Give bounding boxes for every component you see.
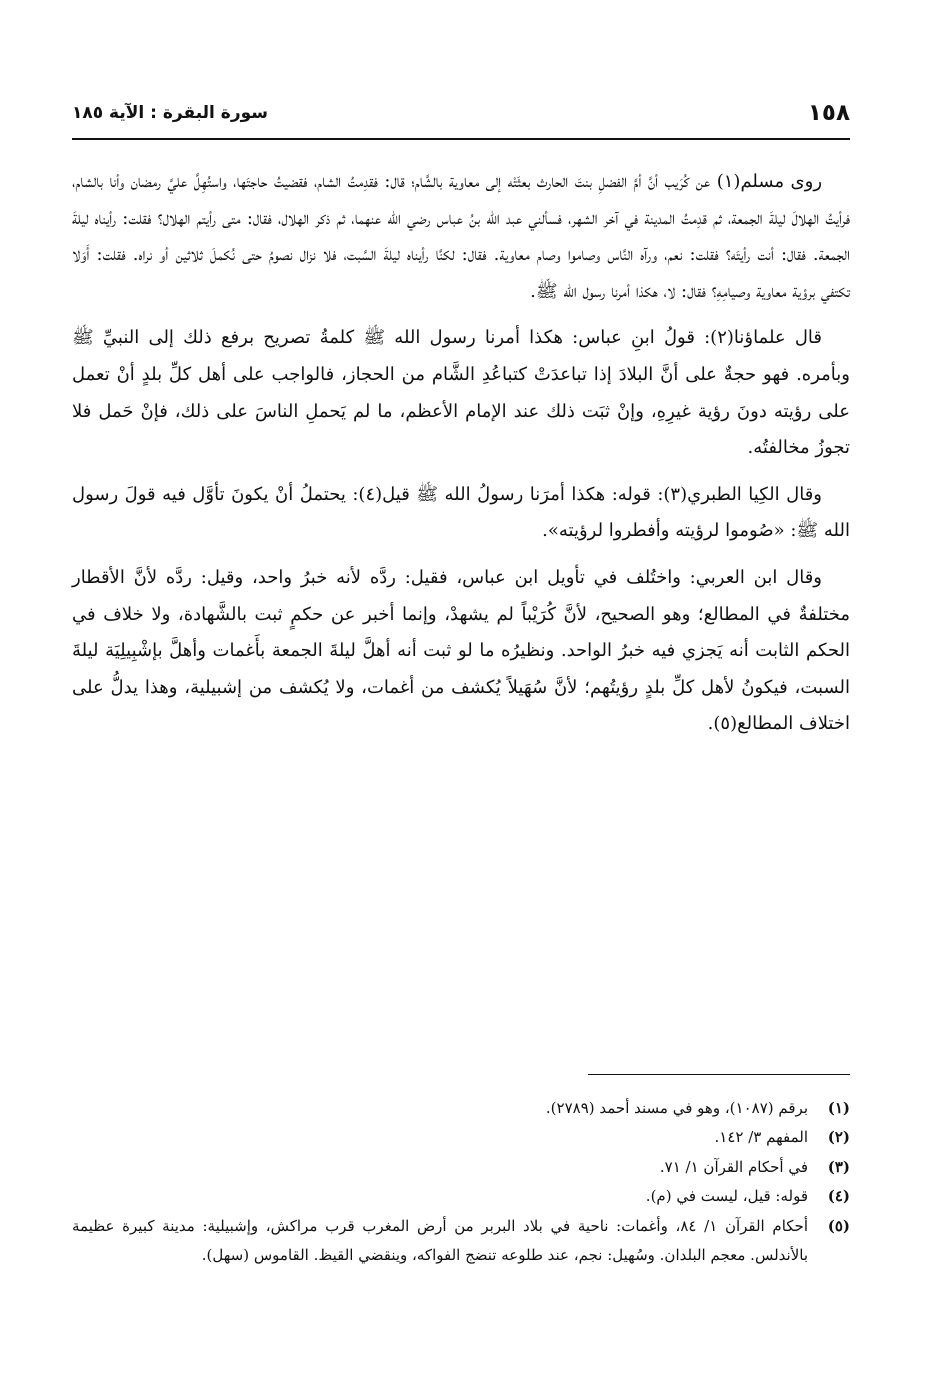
footnote-marker: (٣) [827, 1157, 850, 1176]
footnote-text: برقم (١٠٨٧)، وهو في مسند أحمد (٢٧٨٩). [545, 1099, 808, 1117]
paragraph-muslim-narration: روى مسلم(١) عن كُرَيب أنَّ أمَّ الفضلِ بنتَ الحارث بعثَتْه إلى معاوية بالشَّام؛ قال: فقدِمتُ الشام، فقضيتُ حاجتَها، واستُهِلَّ عليَّ رمضان وأنا بالشام، فرأيتُ الهلالَ ليلةَ الجمعة، ثم قدِمتُ المدينة في آخر الشهر، فسألني عبد الله بنُ عباس رضي الله عنهما، ثم ذكر الهلال، فقال: متى رأيتم الهلال؟ فقلت: رأيناه ليلةَ الجمعة. فقال: أنت رأيتَه؟ فقلت: نعم، ورآه النَّاس وصاموا وصام معاوية. فقال: لكنَّا رأيناه ليلةَ السَّبت، فلا نزال نصومُ حتى نُكملَ ثلاثين أو نراه. فقلت: أَوَلا تكتفي برؤية معاوية وصيامِهِ؟ فقال: لا، هكذا أمرنا رسول الله ﷺ. [72, 171, 850, 302]
footnote-item [72, 1123, 850, 1152]
footnote-text: أحكام القرآن ١/ ٨٤، وأغمات: ناحية في بلاد البربر من أرض المغرب قرب مراكش، وإشبيلية: مدينة كبيرة عظيمة بالأندلس. معجم البلدان. وسُهيل: نجم، عند طلوعه تنضج الفواكه، وينقضي القيظ. القاموس (سهل). [72, 1216, 808, 1265]
paragraph-ibn-arabi: وقال ابن العربي: واختُلف في تأويل ابن عباس، فقيل: ردَّه لأنه خبرُ واحد، وقيل: ردَّه لأنَّ الأقطار مختلفةٌ في المطالع؛ وهو الصحيح، لأنَّ كُرَيْباً لم يشهدْ، وإنما أخبر عن حكمٍ ثبت بالشَّهادة، ولا خلاف في الحكم الثابت أنه يَجزي فيه خبرُ الواحد. ونظيرُه ما لو ثبت أنه أهلَّ ليلةَ الجمعة بأَغمات وأهلَّ بإشْبِيلِيَة ليلةَ السبت، فيكونُ لأهل كلِّ بلدٍ رؤيتُهم؛ لأنَّ سُهَيلاً يُكشف من أغمات، ولا يُكشف من إشبيلية، وهذا يدلُّ على اختلاف المطالع(٥). [72, 566, 850, 735]
book-page [72, 86, 850, 1356]
footnote-marker: (٢) [827, 1128, 850, 1147]
footnotes-list [72, 1094, 850, 1270]
footnote-marker: (١) [827, 1099, 850, 1117]
page-header [72, 96, 850, 130]
footnote-text: المفهم ٣/ ١٤٢. [714, 1128, 808, 1147]
footnote-marker: (٥) [827, 1216, 850, 1235]
running-title: سورة البقرة : الآية ١٨٥ [72, 103, 268, 123]
footnote-marker: (٤) [827, 1187, 850, 1206]
footnote-item [72, 1182, 850, 1211]
paragraph-kiya-tabari: وقال الكِيا الطبري(٣): قوله: هكذا أمرَنا رسولُ الله ﷺ قيل(٤): يحتملُ أنْ يكونَ تأوَّل فيه قولَ رسول الله ﷺ: «صُوموا لرؤيته وأفطروا لرؤيته». [72, 483, 850, 542]
footnote-text: قوله: قيل، ليست في (م). [645, 1187, 808, 1206]
paragraph-scholars-comment: قال علماؤنا(٢): قولُ ابنِ عباس: هكذا أمرنا رسول الله ﷺ كلمةُ تصريح برفع ذلك إلى النبيِّ ﷺ وبأمره. فهو حجةٌ على أنَّ البلادَ إذا تباعدَتْ كتباعُدِ الشَّام من الحجاز، فالواجب على أهل كلِّ بلدٍ أنْ تعمل على رؤيته دونَ رؤية غيرِهِ، وإنْ ثبَت ذلك عند الإمام الأعظم، ما لم يَحملِ الناسَ على ذلك، فإنْ حَمل فلا تجوزُ مخالفتُه. [72, 327, 850, 459]
page-number: ١٥٨ [807, 100, 850, 126]
main-text [72, 164, 850, 753]
header-divider [72, 138, 850, 140]
footnote-text: في أحكام القرآن ١/ ٧١. [659, 1157, 808, 1176]
footnote-item [72, 1212, 850, 1271]
footnote-item [72, 1153, 850, 1182]
footnote-divider [588, 1074, 850, 1075]
footnote-item [72, 1094, 850, 1123]
